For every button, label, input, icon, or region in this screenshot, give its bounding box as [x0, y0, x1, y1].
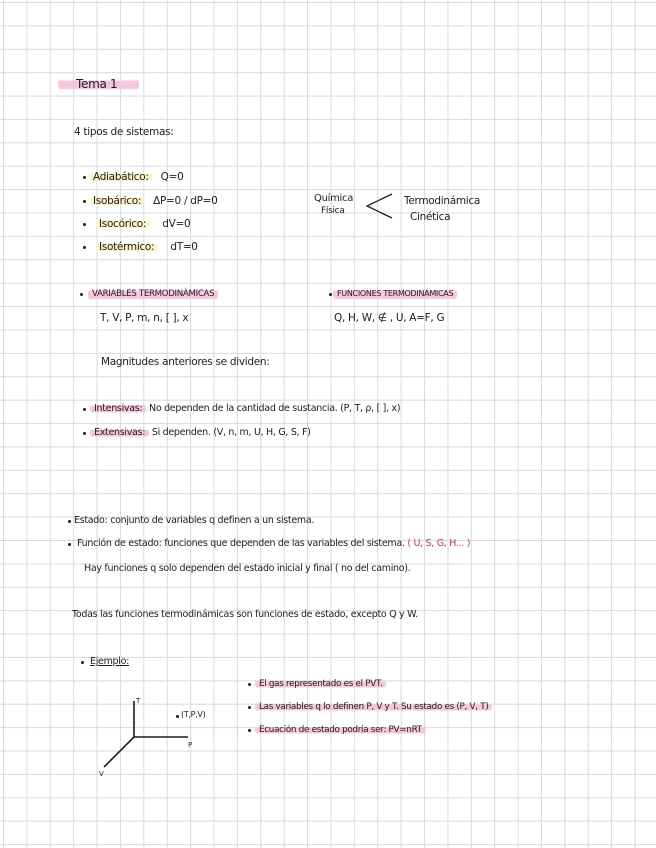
system-name: Isocórico:: [96, 218, 149, 230]
funcion-line2: Hay funciones q solo dependen del estado inicial y final ( no del camino).: [84, 563, 411, 574]
branch-chevron-icon: [364, 191, 394, 221]
bullet-dot: [248, 706, 251, 709]
system-expr: Q=0: [160, 171, 184, 183]
example-bullet-1: [255, 677, 386, 691]
funcion-line: [77, 537, 470, 551]
axis-t-label: T: [136, 697, 140, 705]
magnitudes-heading: Magnitudes anteriores se dividen:: [101, 356, 270, 368]
functions-heading: FUNCIONES TERMODINÁMICAS: [333, 287, 457, 301]
example-bullet-2: [255, 700, 492, 714]
bullet-dot: [83, 223, 86, 226]
branch-root-line2: Física: [321, 206, 345, 216]
intensive-label: Intensivas:: [90, 403, 146, 414]
branch-item-2: Cinética: [410, 211, 451, 223]
funcion-red-list: ( U, S, G, H... ): [407, 538, 471, 549]
bullet-dot: [83, 200, 86, 203]
bullet-dot: [80, 293, 83, 296]
system-item: [90, 170, 183, 184]
branch-root-line1: Química: [314, 193, 354, 204]
estado-text: conjunto de variables q definen a un sistema.: [110, 515, 315, 526]
bullet-dot: [83, 408, 86, 411]
bullet-dot: [248, 683, 251, 686]
branch-item-1: Termodinámica: [404, 195, 480, 207]
system-name: Adiabático:: [90, 171, 152, 183]
system-expr: dT=0: [170, 241, 198, 253]
todas-line: Todas las funciones termodinámicas son funciones de estado, excepto Q y W.: [72, 609, 418, 620]
system-item: [90, 194, 218, 208]
system-expr: ΔP=0 / dP=0: [153, 195, 218, 207]
system-item: [96, 217, 190, 231]
bullet-dot: [81, 661, 84, 664]
variables-list: T, V, P, m, n, [ ], x: [100, 312, 189, 324]
estado-line: [74, 514, 314, 528]
v-axis: [104, 737, 134, 767]
axis-p-label: P: [188, 741, 192, 749]
axis-v-label: V: [99, 770, 104, 778]
systems-heading: 4 tipos de sistemas:: [74, 126, 174, 138]
point-dot: [176, 715, 179, 718]
variables-heading: VARIABLES TERMODINÁMICAS: [88, 287, 218, 301]
funcion-label: Función de estado:: [77, 538, 162, 549]
example-b3-text: Ecuación de estado podría ser: PV=nRT: [255, 725, 426, 735]
functions-list: Q, H, W, ∉ , U, A=F, G: [334, 312, 445, 324]
page-title: Tema 1: [58, 77, 139, 91]
funcion-text: funciones que dependen de las variables del sistema.: [164, 538, 405, 549]
bullet-dot: [83, 176, 86, 179]
example-b2-text: Las variables q lo definen P, V y T. Su estado es (P, V, T): [255, 702, 492, 712]
bullet-dot: [68, 520, 71, 523]
system-item: [96, 240, 198, 254]
example-label: Ejemplo:: [90, 656, 130, 667]
bullet-dot: [329, 293, 332, 296]
system-name: Isotérmico:: [96, 241, 157, 253]
bullet-dot: [83, 432, 86, 435]
example-bullet-3: [255, 723, 426, 737]
intensive-line: [90, 402, 400, 416]
intensive-text: No dependen de la cantidad de sustancia. (P, T, ρ, [ ], x): [149, 403, 401, 414]
extensive-label: Extensivas:: [90, 427, 149, 438]
example-b1-text: El gas representado es el PVT.: [255, 679, 386, 689]
system-expr: dV=0: [162, 218, 191, 230]
bullet-dot: [248, 729, 251, 732]
bullet-dot: [83, 246, 86, 249]
extensive-line: [90, 426, 311, 440]
extensive-text: Si dependen. (V, n, m, U, H, G, S, F): [151, 427, 311, 438]
point-label: (T,P,V): [181, 710, 206, 719]
system-name: Isobárico:: [90, 195, 144, 207]
bullet-dot: [68, 543, 71, 546]
estado-label: Estado:: [74, 515, 108, 526]
